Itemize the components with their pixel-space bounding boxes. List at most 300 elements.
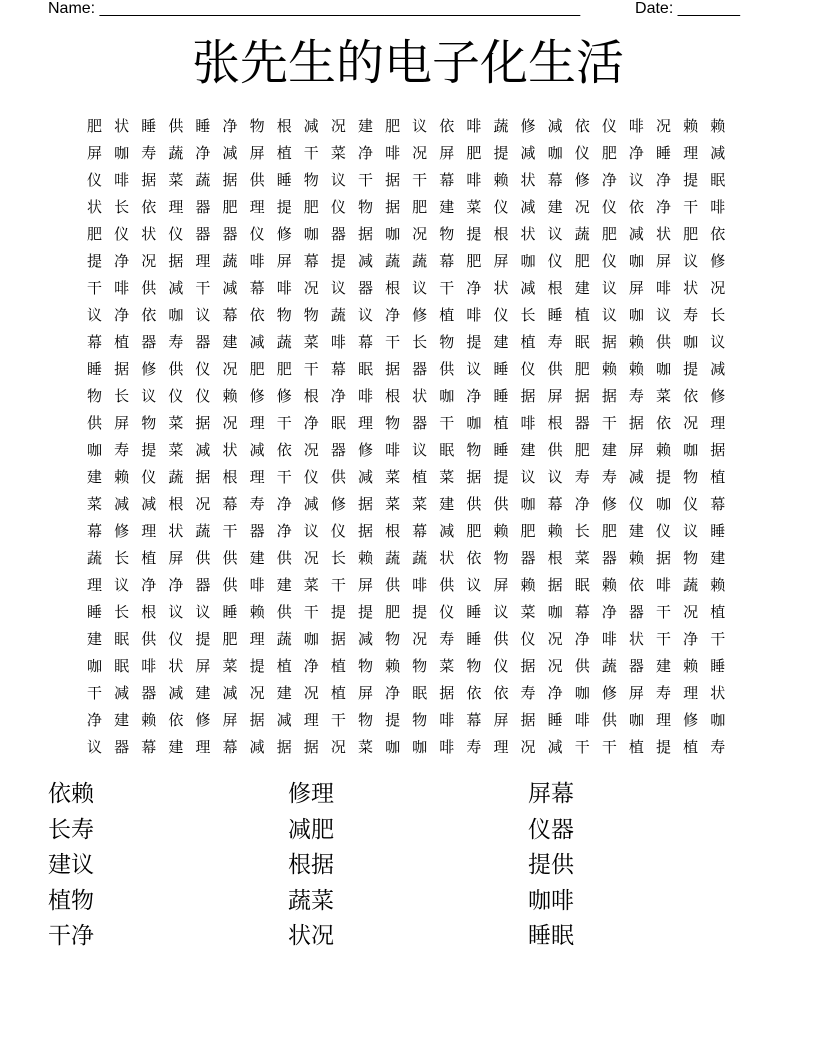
grid-cell: 修 [249,387,265,405]
grid-cell: 修 [710,252,726,270]
grid-cell: 修 [141,360,157,378]
grid-cell: 据 [466,468,482,486]
grid-cell: 屏 [222,711,238,729]
grid-cell: 幕 [547,495,563,513]
grid-cell: 器 [195,198,211,216]
grid-cell: 睡 [276,171,292,189]
grid-cell: 净 [466,387,482,405]
grid-cell: 据 [656,549,672,567]
grid-cell: 干 [222,522,238,540]
grid-cell: 睡 [710,657,726,675]
grid-cell: 肥 [466,144,482,162]
grid-cell: 仪 [114,225,130,243]
grid-cell: 依 [683,387,699,405]
grid-cell: 根 [141,603,157,621]
grid-cell: 器 [330,441,346,459]
grid-cell: 器 [195,576,211,594]
grid-cell: 肥 [601,144,617,162]
grid-cell: 议 [656,306,672,324]
grid-cell: 屏 [195,657,211,675]
grid-cell: 议 [601,306,617,324]
grid-cell: 建 [710,549,726,567]
grid-cell: 咖 [628,711,644,729]
grid-cell: 器 [249,522,265,540]
grid-cell: 仪 [330,198,346,216]
grid-cell: 啡 [114,279,130,297]
grid-cell: 况 [330,117,346,135]
grid-cell: 啡 [656,279,672,297]
grid-cell: 赖 [710,117,726,135]
grid-cell: 啡 [385,144,401,162]
grid-cell: 器 [412,414,428,432]
grid-cell: 净 [385,306,401,324]
grid-cell: 供 [656,333,672,351]
grid-cell: 况 [683,603,699,621]
grid-cell: 依 [249,306,265,324]
grid-cell: 物 [303,306,319,324]
grid-cell: 减 [520,198,536,216]
grid-cell: 提 [141,441,157,459]
grid-cell: 据 [357,225,373,243]
grid-cell: 植 [141,549,157,567]
grid-cell: 咖 [710,711,726,729]
grid-cell: 赖 [656,441,672,459]
grid-cell: 仪 [330,522,346,540]
grid-cell: 理 [683,684,699,702]
grid-cell: 净 [601,171,617,189]
grid-cell: 建 [249,549,265,567]
grid-cell: 提 [385,711,401,729]
grid-cell: 睡 [493,360,509,378]
grid-cell: 提 [87,252,103,270]
grid-cell: 蔬 [385,252,401,270]
grid-row [81,464,741,491]
grid-cell: 干 [303,603,319,621]
grid-cell: 物 [249,117,265,135]
grid-cell: 物 [466,657,482,675]
grid-cell: 蔬 [385,549,401,567]
grid-cell: 寿 [601,468,617,486]
grid-cell: 菜 [303,576,319,594]
grid-cell: 状 [114,117,130,135]
grid-cell: 菜 [168,414,184,432]
grid-cell: 肥 [385,117,401,135]
grid-cell: 状 [656,225,672,243]
grid-cell: 赖 [493,171,509,189]
grid-cell: 据 [710,441,726,459]
grid-cell: 议 [357,306,373,324]
grid-row [81,545,741,572]
grid-cell: 睡 [466,630,482,648]
grid-cell: 建 [87,468,103,486]
grid-cell: 据 [249,711,265,729]
grid-cell: 长 [710,306,726,324]
grid-cell: 蔬 [493,117,509,135]
grid-cell: 物 [466,441,482,459]
grid-cell: 据 [357,495,373,513]
grid-cell: 减 [168,279,184,297]
grid-cell: 物 [357,657,373,675]
grid-cell: 幕 [466,711,482,729]
grid-row [81,653,741,680]
word-item: 建议 [48,852,94,878]
word-item: 蔬菜 [288,887,334,914]
grid-cell: 仪 [168,225,184,243]
grid-cell: 根 [547,414,563,432]
grid-cell: 啡 [141,657,157,675]
grid-cell: 啡 [412,576,428,594]
grid-cell: 屏 [628,441,644,459]
grid-cell: 议 [87,306,103,324]
grid-cell: 供 [601,711,617,729]
grid-cell: 依 [656,414,672,432]
grid-cell: 减 [520,279,536,297]
grid-cell: 减 [710,144,726,162]
grid-cell: 状 [168,522,184,540]
grid-cell: 赖 [683,117,699,135]
grid-cell: 议 [195,306,211,324]
grid-cell: 屏 [276,252,292,270]
grid-cell: 长 [574,522,590,540]
grid-cell: 议 [628,171,644,189]
grid-cell: 据 [601,387,617,405]
grid-cell: 植 [439,306,455,324]
grid-cell: 减 [276,711,292,729]
grid-row [81,410,741,437]
grid-cell: 建 [168,738,184,756]
grid-cell: 赖 [628,360,644,378]
grid-cell: 屏 [493,711,509,729]
grid-cell: 屏 [87,144,103,162]
word-item: 长寿 [48,816,94,843]
grid-cell: 肥 [574,360,590,378]
grid-cell: 修 [412,306,428,324]
grid-cell: 长 [114,603,130,621]
grid-cell: 眠 [114,630,130,648]
grid-cell: 根 [168,495,184,513]
word-list-column-2 [288,777,334,955]
grid-cell: 物 [683,549,699,567]
grid-cell: 净 [357,144,373,162]
grid-cell: 议 [683,522,699,540]
grid-cell: 植 [493,414,509,432]
grid-row [81,113,741,140]
grid-cell: 寿 [249,495,265,513]
grid-cell: 修 [357,441,373,459]
grid-cell: 仪 [656,522,672,540]
grid-cell: 状 [520,225,536,243]
grid-cell: 仪 [168,387,184,405]
grid-cell: 据 [601,333,617,351]
grid-cell: 植 [276,657,292,675]
grid-cell: 理 [249,630,265,648]
grid-cell: 状 [168,657,184,675]
grid-cell: 菜 [574,549,590,567]
grid-cell: 干 [601,738,617,756]
grid-cell: 供 [195,549,211,567]
grid-cell: 植 [276,144,292,162]
grid-cell: 供 [249,171,265,189]
grid-cell: 况 [412,225,428,243]
grid-cell: 修 [114,522,130,540]
grid-cell: 理 [249,414,265,432]
grid-cell: 供 [493,630,509,648]
grid-cell: 干 [330,711,346,729]
grid-cell: 寿 [439,630,455,648]
grid-cell: 睡 [87,603,103,621]
grid-cell: 状 [222,441,238,459]
grid-cell: 肥 [601,522,617,540]
grid-cell: 提 [493,468,509,486]
grid-cell: 肥 [683,225,699,243]
grid-cell: 状 [493,279,509,297]
grid-cell: 仪 [601,198,617,216]
grid-cell: 供 [168,360,184,378]
grid-cell: 蔬 [330,306,346,324]
grid-cell: 物 [683,468,699,486]
grid-cell: 咖 [547,603,563,621]
grid-cell: 干 [439,414,455,432]
grid-cell: 屏 [357,684,373,702]
grid-cell: 器 [114,738,130,756]
grid-cell: 咖 [303,630,319,648]
grid-cell: 状 [520,171,536,189]
grid-cell: 啡 [249,252,265,270]
grid-cell: 器 [628,603,644,621]
grid-cell: 据 [385,198,401,216]
grid-cell: 植 [683,738,699,756]
grid-cell: 建 [195,684,211,702]
grid-cell: 肥 [222,630,238,648]
grid-row [81,275,741,302]
grid-cell: 减 [195,441,211,459]
grid-cell: 提 [412,603,428,621]
grid-cell: 修 [601,684,617,702]
grid-cell: 菜 [222,657,238,675]
grid-cell: 供 [222,549,238,567]
grid-cell: 仪 [249,225,265,243]
grid-cell: 议 [330,171,346,189]
grid-cell: 仪 [493,198,509,216]
grid-cell: 咖 [683,441,699,459]
grid-row [81,194,741,221]
grid-cell: 赖 [357,549,373,567]
grid-cell: 眠 [357,360,373,378]
grid-cell: 理 [87,576,103,594]
grid-cell: 幕 [547,171,563,189]
grid-row [81,572,741,599]
grid-cell: 睡 [493,387,509,405]
grid-cell: 睡 [141,117,157,135]
grid-cell: 议 [168,603,184,621]
grid-cell: 菜 [357,738,373,756]
grid-cell: 供 [574,657,590,675]
grid-cell: 建 [601,441,617,459]
grid-cell: 肥 [574,441,590,459]
grid-cell: 菜 [385,468,401,486]
grid-cell: 器 [412,360,428,378]
grid-cell: 依 [628,198,644,216]
grid-cell: 物 [412,657,428,675]
grid-cell: 况 [574,198,590,216]
grid-cell: 赖 [222,387,238,405]
grid-cell: 仪 [493,657,509,675]
grid-cell: 啡 [330,333,346,351]
grid-cell: 况 [656,117,672,135]
grid-cell: 提 [357,603,373,621]
grid-cell: 根 [547,549,563,567]
grid-cell: 修 [601,495,617,513]
grid-cell: 蔬 [168,144,184,162]
grid-cell: 啡 [439,711,455,729]
grid-cell: 物 [385,630,401,648]
grid-cell: 干 [439,279,455,297]
grid-cell: 植 [520,333,536,351]
grid-cell: 蔬 [276,630,292,648]
grid-cell: 赖 [628,333,644,351]
grid-cell: 依 [628,576,644,594]
grid-cell: 赖 [249,603,265,621]
grid-cell: 屏 [249,144,265,162]
grid-cell: 睡 [222,603,238,621]
grid-cell: 议 [87,738,103,756]
grid-cell: 根 [385,522,401,540]
word-item: 睡眠 [528,923,574,949]
grid-cell: 肥 [466,522,482,540]
grid-cell: 净 [168,576,184,594]
grid-cell: 供 [385,576,401,594]
grid-cell: 净 [656,171,672,189]
grid-cell: 寿 [628,387,644,405]
grid-cell: 供 [330,468,346,486]
grid-cell: 仪 [601,117,617,135]
grid-cell: 器 [141,684,157,702]
grid-cell: 仪 [547,252,563,270]
grid-cell: 据 [547,576,563,594]
grid-cell: 建 [357,117,373,135]
word-item: 减肥 [288,816,334,843]
grid-cell: 物 [276,306,292,324]
grid-cell: 肥 [87,225,103,243]
grid-cell: 况 [249,684,265,702]
grid-cell: 寿 [574,468,590,486]
grid-cell: 啡 [574,711,590,729]
grid-row [81,599,741,626]
grid-row [81,383,741,410]
grid-cell: 物 [493,549,509,567]
grid-cell: 长 [114,387,130,405]
grid-cell: 仪 [493,306,509,324]
grid-cell: 植 [412,468,428,486]
grid-cell: 净 [330,387,346,405]
grid-cell: 蔬 [168,468,184,486]
grid-cell: 依 [168,711,184,729]
grid-cell: 干 [330,576,346,594]
grid-cell: 幕 [249,279,265,297]
grid-cell: 提 [330,603,346,621]
grid-cell: 咖 [439,387,455,405]
grid-cell: 根 [385,387,401,405]
grid-cell: 咖 [683,333,699,351]
grid-cell: 睡 [656,144,672,162]
grid-cell: 屏 [493,576,509,594]
grid-cell: 植 [628,738,644,756]
grid-cell: 植 [574,306,590,324]
grid-cell: 菜 [439,468,455,486]
grid-cell: 修 [520,117,536,135]
grid-cell: 减 [303,495,319,513]
grid-cell: 啡 [466,306,482,324]
grid-cell: 长 [114,198,130,216]
grid-cell: 幕 [574,603,590,621]
grid-cell: 器 [141,333,157,351]
grid-cell: 咖 [385,738,401,756]
grid-cell: 减 [222,279,238,297]
grid-cell: 蔬 [601,657,617,675]
grid-cell: 况 [195,495,211,513]
grid-cell: 净 [276,522,292,540]
grid-cell: 植 [710,468,726,486]
grid-cell: 寿 [656,684,672,702]
word-item: 提供 [528,852,574,878]
grid-cell: 依 [141,306,157,324]
grid-cell: 据 [357,522,373,540]
grid-cell: 蔬 [222,252,238,270]
grid-cell: 供 [276,549,292,567]
grid-cell: 眠 [574,576,590,594]
grid-cell: 依 [574,117,590,135]
name-field-label: Name: ______________________________________________________ [48,0,581,17]
grid-cell: 议 [683,252,699,270]
grid-cell: 仪 [439,603,455,621]
grid-cell: 啡 [249,576,265,594]
grid-cell: 蔬 [87,549,103,567]
grid-cell: 睡 [493,441,509,459]
grid-cell: 议 [114,576,130,594]
grid-cell: 况 [303,684,319,702]
grid-cell: 况 [547,630,563,648]
grid-cell: 理 [249,198,265,216]
grid-row [81,734,741,761]
grid-cell: 减 [439,522,455,540]
grid-cell: 赖 [710,576,726,594]
grid-cell: 议 [330,279,346,297]
grid-cell: 据 [141,171,157,189]
grid-cell: 幕 [222,738,238,756]
grid-cell: 眠 [330,414,346,432]
grid-cell: 咖 [168,306,184,324]
grid-cell: 赖 [385,657,401,675]
grid-cell: 状 [710,684,726,702]
grid-cell: 净 [628,144,644,162]
grid-cell: 依 [276,441,292,459]
page-title: 张先生的电子化生活 [191,35,624,91]
grid-cell: 减 [141,495,157,513]
grid-cell: 干 [656,630,672,648]
grid-cell: 议 [303,522,319,540]
grid-cell: 屏 [547,387,563,405]
grid-cell: 干 [357,171,373,189]
grid-cell: 净 [547,684,563,702]
grid-cell: 减 [357,468,373,486]
grid-cell: 物 [385,414,401,432]
grid-row [81,707,741,734]
grid-cell: 菜 [656,387,672,405]
grid-cell: 啡 [656,576,672,594]
grid-cell: 修 [683,711,699,729]
grid-cell: 据 [385,360,401,378]
word-list-column-3 [528,777,574,955]
